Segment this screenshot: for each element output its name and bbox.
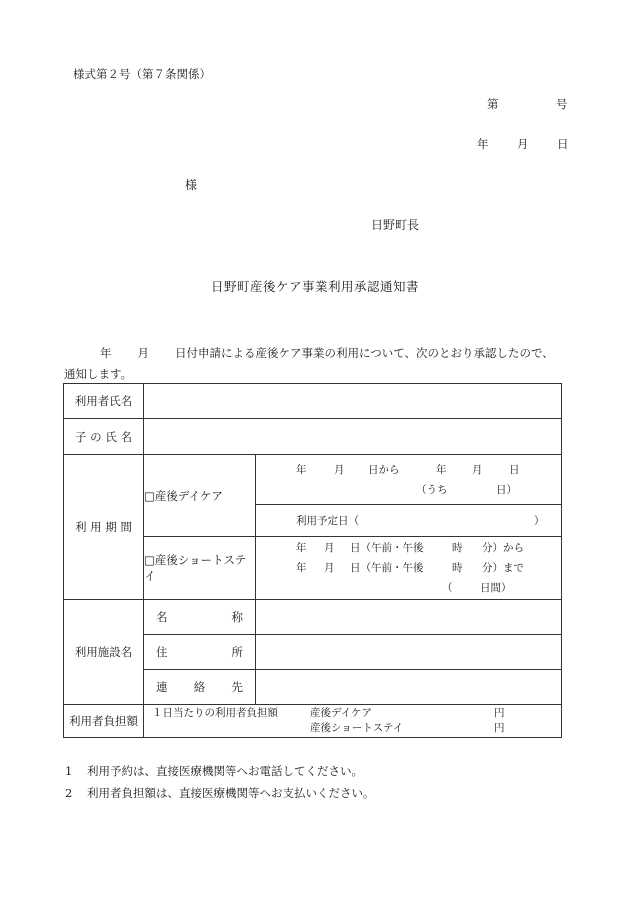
facility-name-field[interactable] [256,600,562,635]
date-day: 日 [557,137,569,151]
shortstay-option[interactable]: □産後ショートステイ [144,537,256,600]
approval-table [63,383,562,738]
document-title: 日野町産後ケア事業利用承認通知書 [210,279,419,294]
facility-contact-field[interactable] [256,670,562,705]
issuer: 日野町長 [371,218,420,232]
facility-name-label: 名 称 [144,600,256,635]
period-label: 利 用 期 間 [64,455,144,600]
facility-address-field[interactable] [256,635,562,670]
burden-details: １日当たりの利用者負担額 産後デイケア 円 産後ショートステイ 円 [144,705,562,738]
notes [65,760,375,804]
facility-label: 利用施設名 [64,600,144,705]
shortstay-dates: 年 月 日（午前・午後 時 分）から 年 月 日（午前・午後 時 分）まで （ 日間） [256,537,562,600]
child-name-label: 子 の 氏 名 [64,419,144,455]
user-name-field[interactable] [144,384,562,419]
scheduled-days: 利用予定日（ ） [256,505,562,537]
user-name-label: 利用者氏名 [64,384,144,419]
note-item: 1 利用予約は、直接医療機関等へお電話してください。 [65,764,363,778]
facility-contact-label: 連 絡 先 [144,670,256,705]
intro-line-1: 年 月 日付申請による産後ケア事業の利用について、次のとおり承認したので、 [100,346,554,360]
child-name-field[interactable] [144,419,562,455]
facility-address-label: 住 所 [144,635,256,670]
burden-label: 利用者負担額 [64,705,144,738]
document-number-prefix: 第 [487,97,499,111]
intro-line-2: 通知します。 [64,367,133,381]
form-number: 様式第２号（第７条関係） [73,67,211,81]
note-item: 2 利用者負担額は、直接医療機関等へお支払いください。 [65,786,375,800]
daycare-option[interactable]: □産後デイケア [144,455,256,537]
date-year: 年 [477,137,489,151]
daycare-dates: 年 月 日から 年 月 日 （うち 日） [256,455,562,505]
document-number-suffix: 号 [556,97,568,111]
date-month: 月 [517,137,529,151]
addressee-suffix: 様 [185,178,198,192]
